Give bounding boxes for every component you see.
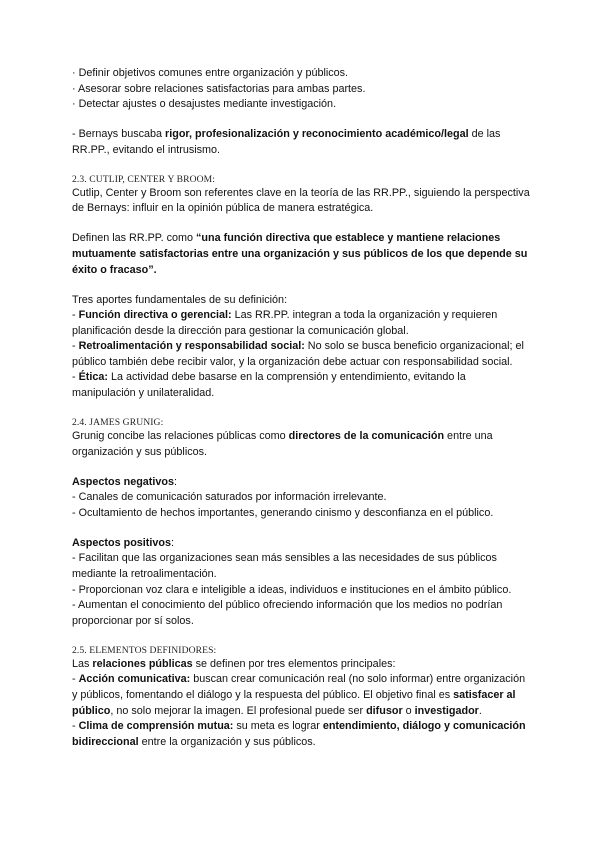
list-item: [72, 370, 532, 401]
text-span: -: [72, 720, 79, 733]
list-item: - Proporcionan voz clara e inteligible a ideas, individuos e instituciones en el ámbito público.: [72, 583, 512, 596]
text-span: entre una organización y sus públicos.: [72, 430, 493, 458]
paragraph: Tres aportes fundamentales de su definición:: [72, 293, 288, 306]
subheading-positive: [72, 536, 532, 552]
list-item: [72, 672, 532, 719]
list-item: - Ocultamiento de hechos importantes, generando cinismo y desconfianza en el público.: [72, 506, 494, 519]
text-span: se definen por tres elementos principales:: [192, 657, 396, 670]
section-heading-2-4: 2.4. JAMES GRUNIG:: [72, 417, 164, 429]
bold-text: Ética:: [78, 371, 109, 384]
bold-text: entendimiento, diálogo y comunicación bidireccional: [72, 720, 526, 748]
bold-text: Acción comunicativa:: [78, 673, 191, 686]
bernays-paragraph: [72, 127, 532, 158]
text-span: - Bernays buscaba: [72, 128, 166, 141]
document-body: [72, 66, 532, 750]
bold-text: Clima de comprensión mutua:: [78, 720, 234, 733]
text-span: La actividad debe basarse en la comprensión y entendimiento, evitando la manipulación y unilateralidad.: [72, 371, 466, 400]
paragraph: [72, 429, 532, 460]
paragraph: Cutlip, Center y Broom son referentes clave en la teoría de las RR.PP., siguiendo la perspectiva de Bernays: influir en la opinión pública de manera estratégica.: [72, 186, 530, 215]
text-span: Las: [72, 657, 93, 670]
bold-text: .: [153, 263, 157, 276]
paragraph: [72, 657, 532, 673]
list-item: [72, 339, 532, 370]
text-span: -: [72, 309, 79, 322]
section-heading-2-3: 2.3. CUTLIP, CENTER Y BROOM:: [72, 173, 216, 185]
bold-text: investigador: [414, 704, 479, 717]
bold-text: Aspectos negativos: [72, 475, 175, 488]
text-span: Grunig concibe las relaciones públicas como: [72, 430, 289, 443]
list-item: [72, 719, 532, 750]
subheading-negative: [72, 475, 532, 491]
text-span: :: [174, 475, 178, 488]
bold-text: rigor, profesionalización y reconocimiento académico/legal: [165, 128, 469, 141]
text-span: de las RR.PP., evitando el intrusismo.: [72, 128, 501, 156]
text-span: -: [72, 673, 79, 686]
section-heading-2-5: 2.5. ELEMENTOS DEFINIDORES:: [72, 644, 217, 656]
text-span: o: [402, 704, 415, 717]
bold-text: “una función directiva que establece y mantiene relaciones mutuamente satisfactorias entre una organización y sus públicos de los que depende su éxito o fracaso”: [72, 232, 528, 276]
bold-text: Retroalimentación y responsabilidad social:: [78, 340, 305, 353]
text-span: su meta es lograr: [233, 720, 323, 733]
text-span: buscan crear comunicación real (no solo informar) entre organización y públicos, fomentando el diálogo y la respuesta del público. El objetivo final es: [72, 673, 526, 701]
bold-text: relaciones públicas: [92, 657, 193, 670]
text-span: .: [478, 704, 482, 717]
list-item: · Asesorar sobre relaciones satisfactorias para ambas partes.: [72, 82, 366, 95]
list-item: - Aumentan el conocimiento del público ofreciendo información que los medios no podrían proporcionar por sí solos.: [72, 599, 503, 627]
bold-text: difusor: [366, 704, 403, 717]
text-span: :: [171, 536, 174, 549]
list-item: - Facilitan que las organizaciones sean más sensibles a las necesidades de sus públicos mediante la retroalimentación.: [72, 552, 497, 580]
text-span: , no solo mejorar la imagen. El profesional puede ser: [110, 704, 367, 717]
bold-text: directores de la comunicación: [288, 430, 445, 443]
list-item: · Detectar ajustes o desajustes mediante investigación.: [72, 98, 337, 111]
text-span: No solo se busca beneficio organizacional; el público también debe recibir valor, y la organización debe actuar con responsabilidad social.: [72, 340, 524, 368]
text-span: -: [72, 340, 79, 353]
text-span: Definen las RR.PP. como: [72, 232, 197, 245]
list-item: · Definir objetivos comunes entre organización y públicos.: [72, 67, 349, 79]
text-span: -: [72, 371, 79, 384]
definition-paragraph: [72, 231, 532, 278]
bold-text: satisfacer al público: [72, 688, 516, 717]
bold-text: Función directiva o gerencial:: [78, 309, 232, 322]
text-span: Las RR.PP. integran a toda la organización y requieren planificación desde la dirección para gestionar la comunicación global.: [72, 309, 498, 337]
list-item: - Canales de comunicación saturados por información irrelevante.: [72, 491, 387, 504]
bold-text: Aspectos positivos: [72, 536, 171, 549]
list-item: [72, 308, 532, 339]
text-span: entre la organización y sus públicos.: [138, 735, 316, 748]
